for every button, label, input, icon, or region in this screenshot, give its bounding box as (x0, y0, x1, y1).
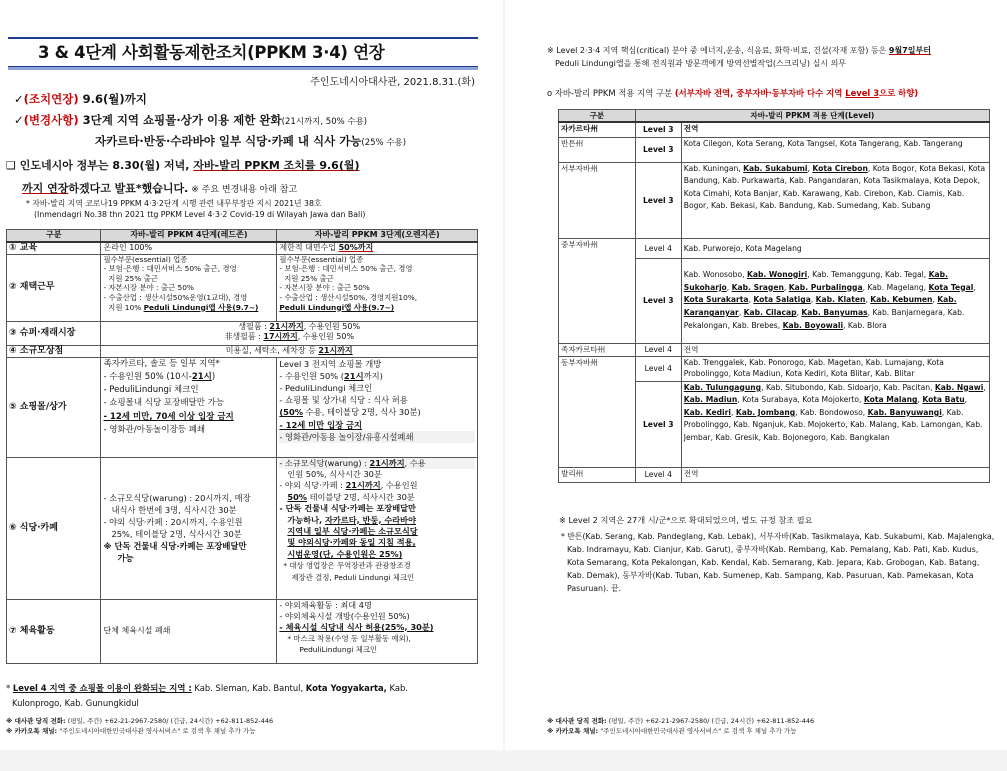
table-row-east-java-l3: Level 3 Kab. Tulungagung, Kab. Situbondo, Kab. Sidoarjo, Kab. Pacitan, Kab. Ngawi, Kab. Madiun, Kota Surabaya, Kota Mojokerto, Kota Malang, Kota Batu, Kab. Kediri, Kab. Jombang, Kab. Bondowoso, Kab. Banyuwangi, Kab. Probolinggo, Kab. Nganjuk, Kab. Mojokerto, Kab. Malang, Kab. Lamongan, Kab. Jembar, Kab. Gresik, Kab. Bojonegoro, Kab. Bangkalan (559, 381, 990, 467)
table-row-yogyakarta: 족자카르타州 Level 4 전역 (559, 343, 990, 356)
intro-footnote: * 자바-발리 지역 코로나19 PPKM 4·3·2단계 시행 관련 내무부장관 지시 2021년 38호 (Inmendagri No.38 thn 2021 ttg PPKM Level 4·3·2 Covid-19 di Wilayah Jawa dan Bali) (26, 199, 366, 219)
table-row-bali: 발리州 Level 4 전역 (559, 467, 990, 482)
document-page-1 (0, 0, 503, 750)
critical-sector-note: ※ Level 2·3·4 지역 핵심(critical) 분야 중 에너지,운송, 식음료, 화학·비료, 건설(자재 포함) 등은 9월7일부터 Peduli Lindungi앱을 통해 전직원과 방문객에게 방역선별작업(스크리닝) 실시 의무 (547, 46, 931, 68)
intro-paragraph-line-2: 까지 연장하겠다고 발표*했습니다. ※ 주요 변경내용 아래 참고 (22, 182, 298, 195)
table-row-mall: ⑤ 쇼핑몰/상가 족자카르타, 솔로 등 일부 지역* - 수용인원 50% (10시-21시) - PeduliLindungi 체크인 - 쇼핑몰내 식당 포장배달만 가능 - 12세 미만, 70세 이상 입장 금지 - 영화관/아동놀이장등 폐쇄 Level 3 전지역 쇼핑몰 개방 - 수용인원 50% (21시까지) - PeduliLindungi 체크인 - 쇼핑몰 및 상가내 식당 : 식사 허용 (50% 수용, 테이블당 2명, 식사 30분) - 12세 미만 입장 금지 - 영화관/아동용 놀이장/유흥시설폐쇄 (7, 357, 478, 457)
summary-line-1: ✓(조치연장) 9.6(월)까지 (14, 92, 147, 106)
ppkm-comparison-table (6, 229, 478, 664)
table-row-central-java-l3: Level 3 Kab. Wonosobo, Kab. Wonogiri, Kab. Temanggung, Kab. Tegal, Kab. Sukoharjo, Kab. Sragen, Kab. Purbalingga, Kab. Magelang, Kota Tegal, Kota Surakarta, Kota Salatiga, Kab. Klaten, Kab. Kebumen, Kab. Karanganyar, Kab. Cilacap, Kab. Banyumas, Kab. Banjarnegara, Kab. Pekalongan, Kab. Brebes, Kab. Boyowali, Kab. Blora (559, 258, 990, 343)
region-section-heading: o 자바-발리 PPKM 적용 지역 구분 (서부자바 전역, 중부자바·동부자바 다수 지역 Level 3으로 하향) (547, 88, 919, 98)
table-header-row: 구분 자바-발리 PPKM 4단계(레드존) 자바-발리 PPKM 3단계(오렌지존) (7, 230, 478, 242)
checkmark-icon: ✓ (14, 92, 24, 106)
intro-paragraph-line-1: ❑ 인도네시아 정부는 8.30(월) 저녁, 자바-발리 PPKM 조치를 9.6(월) (6, 159, 360, 172)
table-row-wfh: ② 재택근무 필수부문(essential) 업종 - 보험·은행 : 대민서비스 50% 출근, 경영 지원 25% 출근 - 자본시장 분야 : 출근 50% - 수출산업 : 생산시설50%운영(1교대), 경영 지원 10% Peduli Lindungi앱 사용(9.7~) 필수부문(essential) 업종 - 보험·은행 : 대민서비스 50% 출근, 경영 지원 25% 출근 - 자본시장 분야 : 출근 50% - 수출산업 : 생산시설50%, 경영지원10%, Peduli Lindungi앱 사용(9.7~) (7, 254, 478, 321)
table-row-restaurant: ⑥ 식당·카페 - 소규모식당(warung) : 20시까지, 매장 내식사 한번에 3명, 식사시간 30분 - 야외 식당·카페 : 20시까지, 수용인원 25%, 테이블당 2명, 식사시간 30분 ※ 단독 건물내 식당·카페는 포장배달만 가능 - 소규모식당(warung) : 21시까지, 수용 인원 50%, 식사시간 30분 - 야외 식당·카페 : 21시까지, 수용인원 50% 테이블당 2명, 식사시간 30분 - 단독 건물내 식당·카페는 포장배달만 가능하나, 자카르타, 반둥, 수라바야 지역내 일부 식당·카페는 소규모식당 및 야외식당·카페와 동일 지침 적용, 시범운영(단, 수용인원은 25%) * 대상 영업장은 무역장관과 관광창조경 제장관 결정, Peduli Lindungi 체크인 (7, 457, 478, 599)
table-header-row: 구분 자바-발리 PPKM 적용 단계(Level) (559, 110, 990, 123)
table-row-sports: ⑦ 체육활동 단체 체육시설 폐쇄 - 야외체육활동 : 최대 4명 - 야외체육시설 개방(수용인원 50%) - 체육시설 식당내 식사 허용(25%, 30분) * 마스크 착용(수영 등 일부활동 예외), PeduliLindungi 체크인 (7, 599, 478, 663)
summary-line-2: ✓(변경사항) 3단계 지역 쇼핑몰·상가 이용 제한 완화(21시까지, 50% 수용) (14, 113, 368, 127)
square-bullet-icon: ❑ (6, 159, 16, 172)
table-row-small-shop: ④ 소규모상점 미용실, 세탁소, 세차장 등 21시까지 (7, 345, 478, 357)
title-underline (8, 67, 478, 70)
table-row-east-java-l4: 동부자바州 Level 4 Kab. Trenggalek, Kab. Ponorogo, Kab. Magetan, Kab. Lumajang, Kota Probolinggo, Kota Madiun, Kota Kediri, Kota Blitar, Kab. Blitar (559, 356, 990, 381)
document-page-2 (505, 0, 1007, 750)
table-row-education: ① 교육 온라인 100% 제한적 대면수업 50%까지 (7, 242, 478, 254)
source-date: 주인도네시아대사관, 2021.8.31.(화) (310, 77, 475, 88)
page-2-footer: ※ 대사관 당직 전화: (평일, 주간) +62-21-2967-2580/ (긴급, 24시간) +62-811-852-446 ※ 카카오톡 채널: "주인도네시아대한민국대사관 영사서비스" 로 검색 후 채널 추가 가능 (547, 717, 815, 735)
level4-mall-note: * Level 4 지역 중 쇼핑몰 이용이 완화되는 지역 : Kab. Sleman, Kab. Bantul, Kota Yogyakarta, Kab. Kulonprogo, Kab. Gunungkidul (6, 683, 408, 708)
level2-region-list: * 반튼(Kab. Serang, Kab. Pandeglang, Kab. Lebak), 서부자바(Kab. Tasikmalaya, Kab. Sukabumi, Kab. Majalengka, Kab. Indramayu, Kab. Cianjur, Kab. Garut), 중부자바(Kab. Rembang, Kab. Pemalang, Kab. Pati, Kab. Kudus, Kota Semarang, Kota Pekalongan, Kab. Kendal, Kab. Semarang, Kab. Jepara, Kab. Grobogan, Kab. Batang, Kab. Demak), 동부자바(Kab. Tuban, Kab. Sumenep, Kab. Sampang, Kab. Pasuruan, Kab. Pamekasan, Kota Pasuruan). 끝. (561, 532, 995, 593)
table-row-central-java-l4: 중부자바州 Level 4 Kab. Purworejo, Kota Magelang (559, 238, 990, 258)
wfh-level3-list: 필수부문(essential) 업종 - 보험·은행 : 대민서비스 50% 출근, 경영 지원 25% 출근 - 자본시장 분야 : 출근 50% - 수출산업 : 생산시설50%, 경영지원10%, (279, 254, 418, 302)
table-row-jakarta: 자카르타州 Level 3 전역 (559, 122, 990, 137)
table-row-market: ③ 슈퍼·재래시장 생필품 : 21시까지, 수용인원 50% 非생필품 : 17시까지, 수용인원 50% (7, 321, 478, 345)
region-level-table (558, 109, 990, 483)
level2-note: ※ Level 2 지역은 27개 시/군*으로 확대되었으며, 별도 규정 참조 필요 (559, 515, 813, 525)
page-title: 3 & 4단계 사회활동제한조치(PPKM 3·4) 연장 (8, 37, 478, 68)
summary-line-3: 자카르타·반둥·수라바야 일부 식당·카페 내 식사 가능(25% 수용) (95, 134, 407, 148)
table-row-west-java: 서부자바州 Level 3 Kab. Kuningan, Kab. Sukabumi, Kota Cirebon, Kota Bogor, Kota Bekasi, Kota Bandung, Kab. Purkawarta, Kab. Pangandaran, Kota Tasikmalaya, Kota Depok, Kota Cimahi, Kota Banjar, Kab. Karawang, Kab. Cirebon, Kab. Ciamis, Kab. Bogor, Kab. Bekasi, Kab. Bandung, Kab. Sumedang, Kab. Subang (559, 162, 990, 238)
wfh-level4-list: 필수부문(essential) 업종 - 보험·은행 : 대민서비스 50% 출근, 경영 지원 25% 출근 - 자본시장 분야 : 출근 50% - 수출산업 : 생산시설50%운영(1교대), 경영 지원 10% (103, 254, 248, 312)
checkmark-icon: ✓ (14, 113, 24, 127)
page-1-footer: ※ 대사관 당직 전화: (평일, 주간) +62-21-2967-2580/ (긴급, 24시간) +62-811-852-446 ※ 카카오톡 채널: "주인도네시아대한민국대사관 영사서비스" 로 검색 후 채널 추가 가능 (6, 717, 274, 735)
table-row-banten: 반튼州 Level 3 Kota Cilegon, Kota Serang, Kota Tangsel, Kota Tangerang, Kab. Tangerang (559, 137, 990, 162)
